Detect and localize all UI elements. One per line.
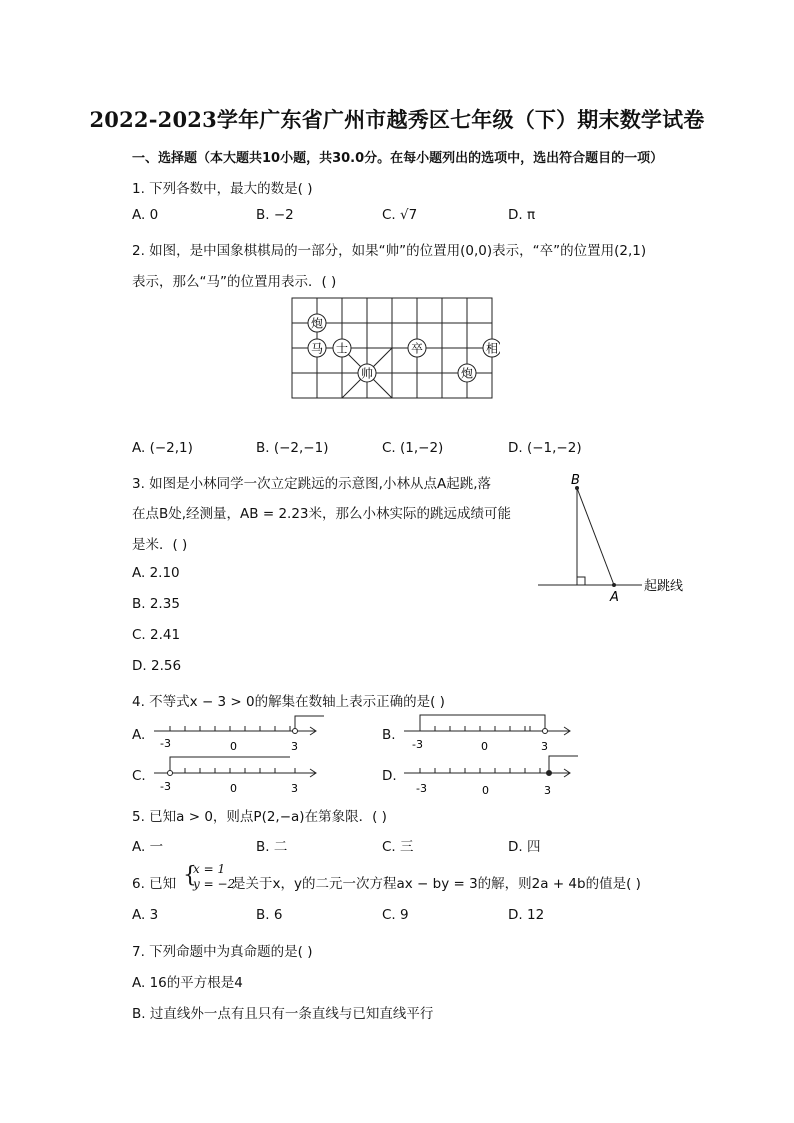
question-2-stem-line1: 2. 如图，是中国象棋棋局的一部分，如果“帅”的位置用(0,0)表示，“卒”的位置用(2,1): [132, 243, 647, 259]
chess-piece-advisor: [333, 339, 351, 357]
q7-option-a: A. 16的平方根是4: [132, 975, 243, 991]
question-3-stem-line3: 是米．( ): [132, 537, 188, 553]
q2-option-a: A. (−2,1): [132, 440, 193, 456]
point-a: [612, 583, 616, 587]
tick-label: 3: [544, 784, 551, 797]
question-4-stem: 4. 不等式x − 3 > 0的解集在数轴上表示正确的是( ): [132, 694, 445, 710]
tick-label: -3: [160, 780, 171, 793]
piece-label: 炮: [460, 366, 474, 381]
piece-label: 马: [310, 341, 324, 356]
q3-option-c: C. 2.41: [132, 627, 181, 643]
equation-line-1: x = 1: [193, 862, 226, 876]
question-1-stem: 1. 下列各数中，最大的数是( ): [132, 181, 313, 197]
question-3-stem-line2: 在点B处,经测量，AB = 2.23米，那么小林实际的跳远成绩可能: [132, 506, 512, 522]
equation-line-2: y = −2: [193, 877, 236, 891]
segment-ab: [577, 488, 614, 585]
q1-option-b: B. −2: [256, 207, 294, 223]
tick-label: 3: [541, 740, 548, 753]
question-3-stem-line1: 3. 如图是小林同学一次立定跳远的示意图,小林从点A起跳,落: [132, 476, 491, 492]
q5-option-c: C. 三: [382, 839, 414, 855]
q3-option-d: D. 2.56: [132, 658, 182, 674]
q1-option-a: A. 0: [132, 207, 159, 223]
chess-piece-soldier: [408, 339, 426, 357]
chess-piece-minister: [483, 339, 500, 357]
piece-label: 士: [335, 341, 349, 356]
q4-option-b-letter: B.: [382, 727, 396, 743]
section-heading: 一、选择题（本大题共10小题，共30.0分。在每小题列出的选项中，选出符合题目的一项）: [132, 151, 664, 166]
q4-option-a-number-line: [148, 712, 328, 756]
q6-option-d: D. 12: [508, 907, 545, 923]
q4-option-c-number-line: [148, 752, 328, 798]
piece-label: 帅: [360, 366, 374, 381]
chess-board-figure: [286, 292, 500, 400]
piece-label: 卒: [410, 341, 424, 356]
open-endpoint: [543, 729, 548, 734]
tick-label: -3: [416, 782, 427, 795]
solution-bracket: [295, 716, 324, 731]
q2-option-c: C. (1,−2): [382, 440, 444, 456]
q2-option-b: B. (−2,−1): [256, 440, 329, 456]
q4-option-c-letter: C.: [132, 768, 146, 784]
long-jump-figure: [534, 470, 694, 606]
q4-option-a-letter: A.: [132, 727, 146, 743]
piece-label: 相: [485, 341, 499, 356]
chess-piece-cannon: [308, 314, 326, 332]
question-2-stem-line2: 表示，那么“马”的位置用表示．( ): [132, 274, 337, 290]
exam-title: 2022-2023学年广东省广州市越秀区七年级（下）期末数学试卷: [89, 107, 705, 132]
chess-piece-cannon-2: [458, 364, 476, 382]
solution-bracket: [420, 715, 545, 731]
q6-option-a: A. 3: [132, 907, 159, 923]
q5-option-d: D. 四: [508, 839, 541, 855]
question-7-stem: 7. 下列命题中为真命题的是( ): [132, 944, 313, 960]
q3-option-a: A. 2.10: [132, 565, 180, 581]
chess-piece-general: [358, 364, 376, 382]
point-a-label: A: [610, 590, 619, 605]
q4-option-d-letter: D.: [382, 768, 397, 784]
q7-option-b: B. 过直线外一点有且只有一条直线与已知直线平行: [132, 1006, 434, 1022]
q4-option-b-number-line: [398, 710, 578, 756]
tick-label: 0: [230, 740, 237, 753]
tick-label: 3: [291, 782, 298, 795]
point-b-label: B: [571, 473, 580, 488]
piece-label: 炮: [310, 316, 324, 331]
q5-option-a: A. 一: [132, 839, 164, 855]
q6-option-b: B. 6: [256, 907, 283, 923]
open-endpoint: [168, 771, 173, 776]
q6-option-c: C. 9: [382, 907, 409, 923]
tick-label: -3: [160, 737, 171, 750]
solution-bracket: [549, 756, 578, 773]
tick-label: -3: [412, 738, 423, 751]
q3-option-b: B. 2.35: [132, 596, 180, 612]
q1-option-d: D. π: [508, 207, 536, 223]
takeoff-line-label: 起跳线: [644, 579, 684, 594]
system-brace: {: [183, 863, 197, 888]
q1-option-c: C. √7: [382, 207, 418, 223]
q5-option-b: B. 二: [256, 839, 288, 855]
q2-option-d: D. (−1,−2): [508, 440, 582, 456]
question-6-stem-suffix: 是关于x，y的二元一次方程ax − by = 3的解，则2a + 4b的值是( ): [232, 876, 641, 892]
question-6-stem-prefix: 6. 已知: [132, 876, 177, 892]
question-5-stem: 5. 已知a > 0，则点P(2,−a)在第象限．( ): [132, 809, 387, 825]
tick-label: 0: [482, 784, 489, 797]
q4-option-d-number-line: [398, 752, 582, 800]
tick-label: 0: [481, 740, 488, 753]
right-angle-mark: [577, 577, 585, 585]
closed-endpoint: [547, 771, 552, 776]
tick-label: 0: [230, 782, 237, 795]
chess-piece-horse: [308, 339, 326, 357]
open-endpoint: [293, 729, 298, 734]
tick-label: 3: [291, 740, 298, 753]
